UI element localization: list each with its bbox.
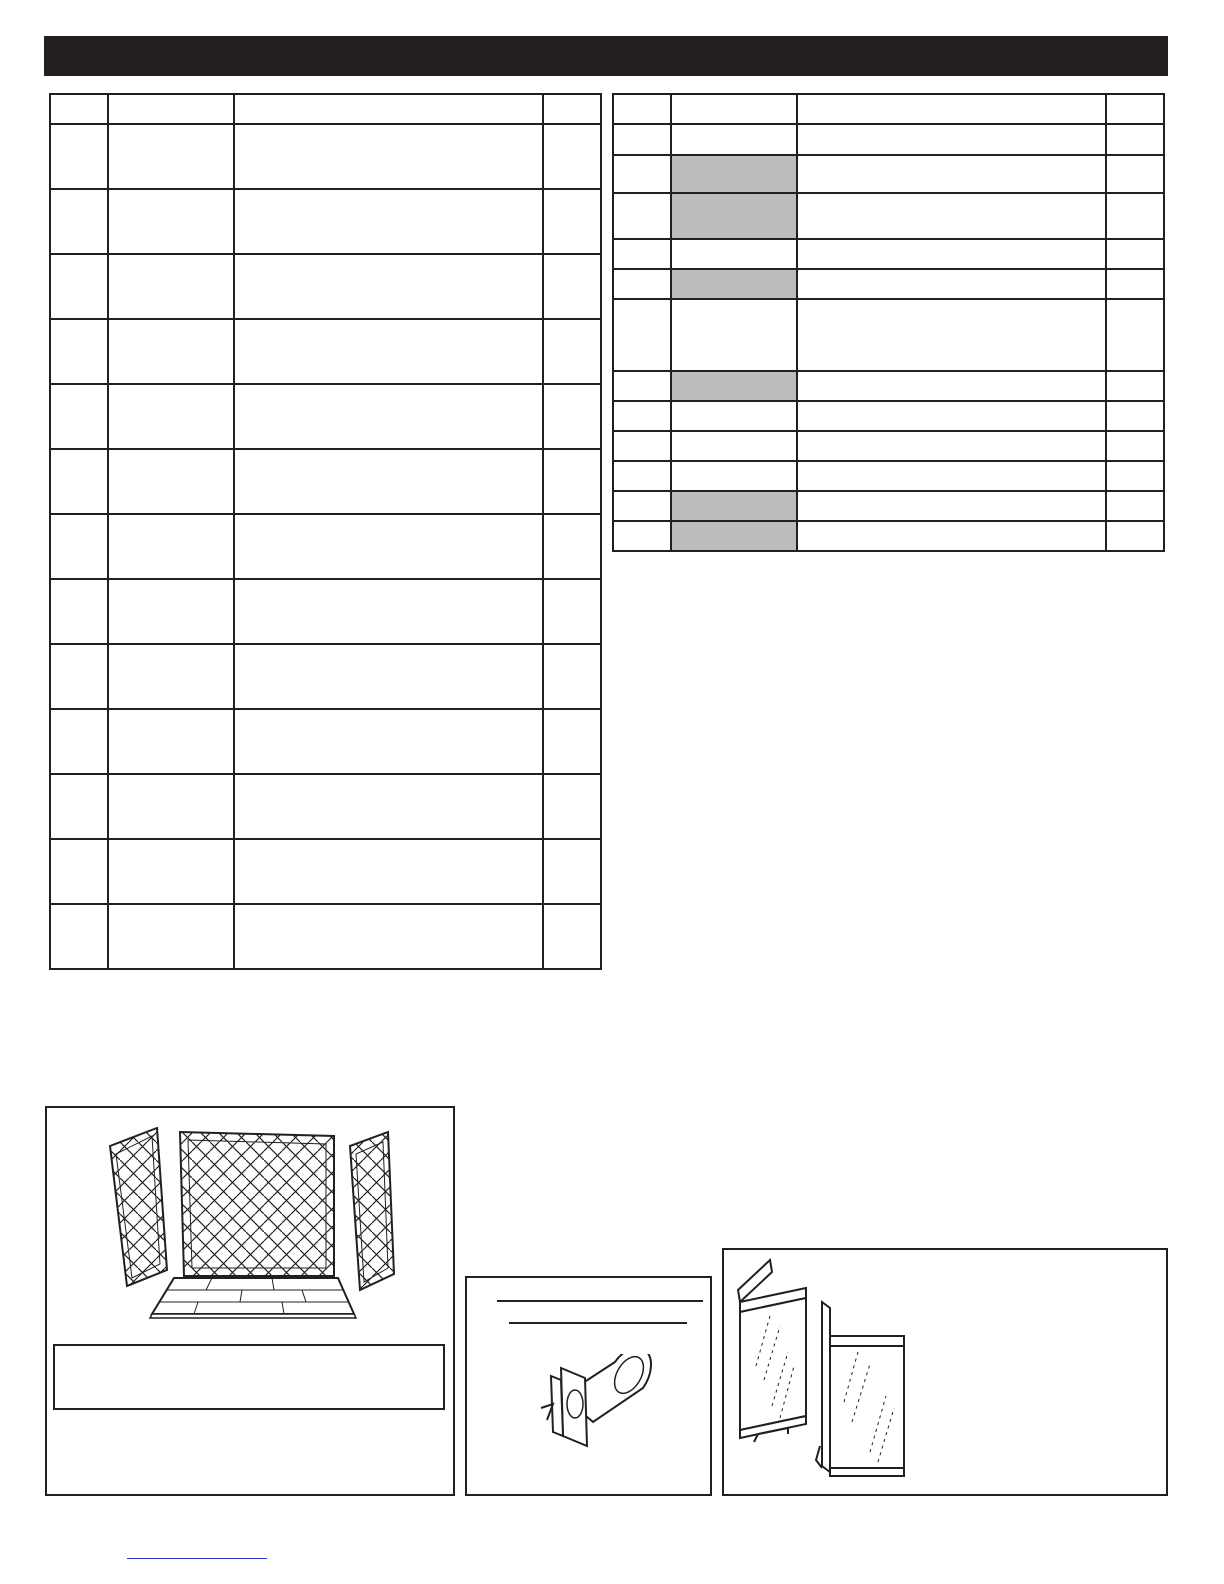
- table-cell: [613, 491, 671, 521]
- table-cell: [1106, 269, 1164, 299]
- table-cell: [108, 124, 234, 189]
- table-cell: [1106, 431, 1164, 461]
- table-row: [613, 461, 1164, 491]
- table-cell: [797, 521, 1106, 551]
- table-cell: [543, 449, 601, 514]
- table-cell: [543, 514, 601, 579]
- column-header: [108, 94, 234, 124]
- table-cell: [613, 269, 671, 299]
- table-cell: [1106, 299, 1164, 371]
- table-cell: [108, 189, 234, 254]
- table-cell: [50, 709, 108, 774]
- table-cell: [671, 491, 797, 521]
- table-row: [50, 514, 601, 579]
- table-cell: [108, 449, 234, 514]
- table-cell: [50, 644, 108, 709]
- table-cell: [108, 384, 234, 449]
- table-cell: [50, 904, 108, 969]
- table-cell: [797, 371, 1106, 401]
- table-cell: [1106, 521, 1164, 551]
- table-row: [613, 269, 1164, 299]
- column-header: [543, 94, 601, 124]
- table-cell: [108, 319, 234, 384]
- vent-damper-icon: [523, 1354, 653, 1454]
- table-row: [50, 709, 601, 774]
- table-row: [613, 299, 1164, 371]
- table-cell: [671, 155, 797, 193]
- table-row: [613, 491, 1164, 521]
- table-cell: [543, 644, 601, 709]
- table-cell: [543, 254, 601, 319]
- table-cell: [234, 384, 543, 449]
- table-cell: [108, 579, 234, 644]
- table-row: [50, 449, 601, 514]
- table-cell: [108, 904, 234, 969]
- table-cell: [234, 319, 543, 384]
- table-cell: [50, 449, 108, 514]
- table-cell: [671, 371, 797, 401]
- table-cell: [543, 839, 601, 904]
- column-header: [50, 94, 108, 124]
- brick-liner-panel: [45, 1106, 455, 1496]
- table-cell: [613, 521, 671, 551]
- table-cell: [543, 774, 601, 839]
- table-cell: [234, 709, 543, 774]
- table-cell: [234, 254, 543, 319]
- header-title: [44, 46, 56, 66]
- table-cell: [613, 299, 671, 371]
- table-cell: [543, 189, 601, 254]
- table-row: [50, 774, 601, 839]
- table-cell: [671, 521, 797, 551]
- table-cell: [108, 839, 234, 904]
- table-cell: [50, 839, 108, 904]
- glass-door-panel-icon: [732, 1256, 922, 1486]
- vent-subtitle-rule: [509, 1322, 687, 1324]
- table-cell: [543, 709, 601, 774]
- table-cell: [613, 193, 671, 239]
- footer-link[interactable]: [127, 1558, 267, 1559]
- table-cell: [797, 401, 1106, 431]
- table-row: [50, 319, 601, 384]
- table-cell: [50, 774, 108, 839]
- table-cell: [797, 299, 1106, 371]
- table-cell: [108, 254, 234, 319]
- table-cell: [797, 461, 1106, 491]
- table-cell: [1106, 401, 1164, 431]
- table-cell: [50, 189, 108, 254]
- table-cell: [234, 189, 543, 254]
- table-row: [50, 254, 601, 319]
- table-row: [613, 239, 1164, 269]
- table-cell: [671, 239, 797, 269]
- table-cell: [613, 431, 671, 461]
- table-cell: [1106, 371, 1164, 401]
- table-cell: [671, 269, 797, 299]
- table-cell: [671, 431, 797, 461]
- brick-liner-caption-box: [53, 1344, 445, 1410]
- table-cell: [543, 904, 601, 969]
- vent-title-rule: [497, 1300, 703, 1302]
- table-cell: [50, 384, 108, 449]
- column-header: [797, 94, 1106, 124]
- table-cell: [1106, 155, 1164, 193]
- glass-door-panel: [722, 1248, 1168, 1496]
- table-cell: [671, 461, 797, 491]
- table-row: [50, 904, 601, 969]
- column-header: [671, 94, 797, 124]
- table-row: [50, 839, 601, 904]
- table-cell: [613, 124, 671, 155]
- table-cell: [108, 709, 234, 774]
- table-cell: [234, 774, 543, 839]
- table-cell: [797, 239, 1106, 269]
- table-cell: [797, 124, 1106, 155]
- column-header: [234, 94, 543, 124]
- table-cell: [234, 124, 543, 189]
- table-row: [613, 124, 1164, 155]
- table-row: [50, 384, 601, 449]
- table-cell: [234, 579, 543, 644]
- table-cell: [234, 904, 543, 969]
- header-bar: [44, 36, 1168, 76]
- table-cell: [1106, 239, 1164, 269]
- table-cell: [613, 461, 671, 491]
- table-cell: [613, 155, 671, 193]
- table-cell: [797, 155, 1106, 193]
- table-cell: [1106, 193, 1164, 239]
- table-cell: [234, 644, 543, 709]
- table-row: [50, 124, 601, 189]
- right-parts-table: [612, 93, 1165, 552]
- table-row: [613, 155, 1164, 193]
- table-cell: [797, 193, 1106, 239]
- table-cell: [108, 774, 234, 839]
- table-cell: [1106, 491, 1164, 521]
- table-cell: [50, 579, 108, 644]
- table-cell: [543, 124, 601, 189]
- vent-damper-panel: [465, 1276, 712, 1496]
- table-row: [50, 189, 601, 254]
- table-cell: [543, 384, 601, 449]
- table-row: [613, 521, 1164, 551]
- table-cell: [1106, 461, 1164, 491]
- table-header-row: [613, 94, 1164, 124]
- table-row: [613, 401, 1164, 431]
- table-cell: [613, 401, 671, 431]
- table-row: [613, 193, 1164, 239]
- table-cell: [797, 431, 1106, 461]
- table-cell: [613, 371, 671, 401]
- table-cell: [671, 299, 797, 371]
- table-cell: [543, 319, 601, 384]
- table-cell: [50, 514, 108, 579]
- table-row: [50, 579, 601, 644]
- table-cell: [50, 254, 108, 319]
- table-cell: [108, 644, 234, 709]
- table-header-row: [50, 94, 601, 124]
- table-cell: [234, 514, 543, 579]
- table-cell: [797, 491, 1106, 521]
- table-cell: [797, 269, 1106, 299]
- table-cell: [671, 401, 797, 431]
- table-cell: [671, 124, 797, 155]
- table-cell: [108, 514, 234, 579]
- herringbone-brick-liner-icon: [102, 1124, 402, 1324]
- column-header: [613, 94, 671, 124]
- table-cell: [234, 449, 543, 514]
- left-parts-table: [49, 93, 602, 970]
- table-cell: [50, 124, 108, 189]
- column-header: [1106, 94, 1164, 124]
- table-cell: [613, 239, 671, 269]
- table-cell: [671, 193, 797, 239]
- table-cell: [1106, 124, 1164, 155]
- table-row: [50, 644, 601, 709]
- table-row: [613, 371, 1164, 401]
- table-cell: [543, 579, 601, 644]
- table-row: [613, 431, 1164, 461]
- table-cell: [50, 319, 108, 384]
- table-cell: [234, 839, 543, 904]
